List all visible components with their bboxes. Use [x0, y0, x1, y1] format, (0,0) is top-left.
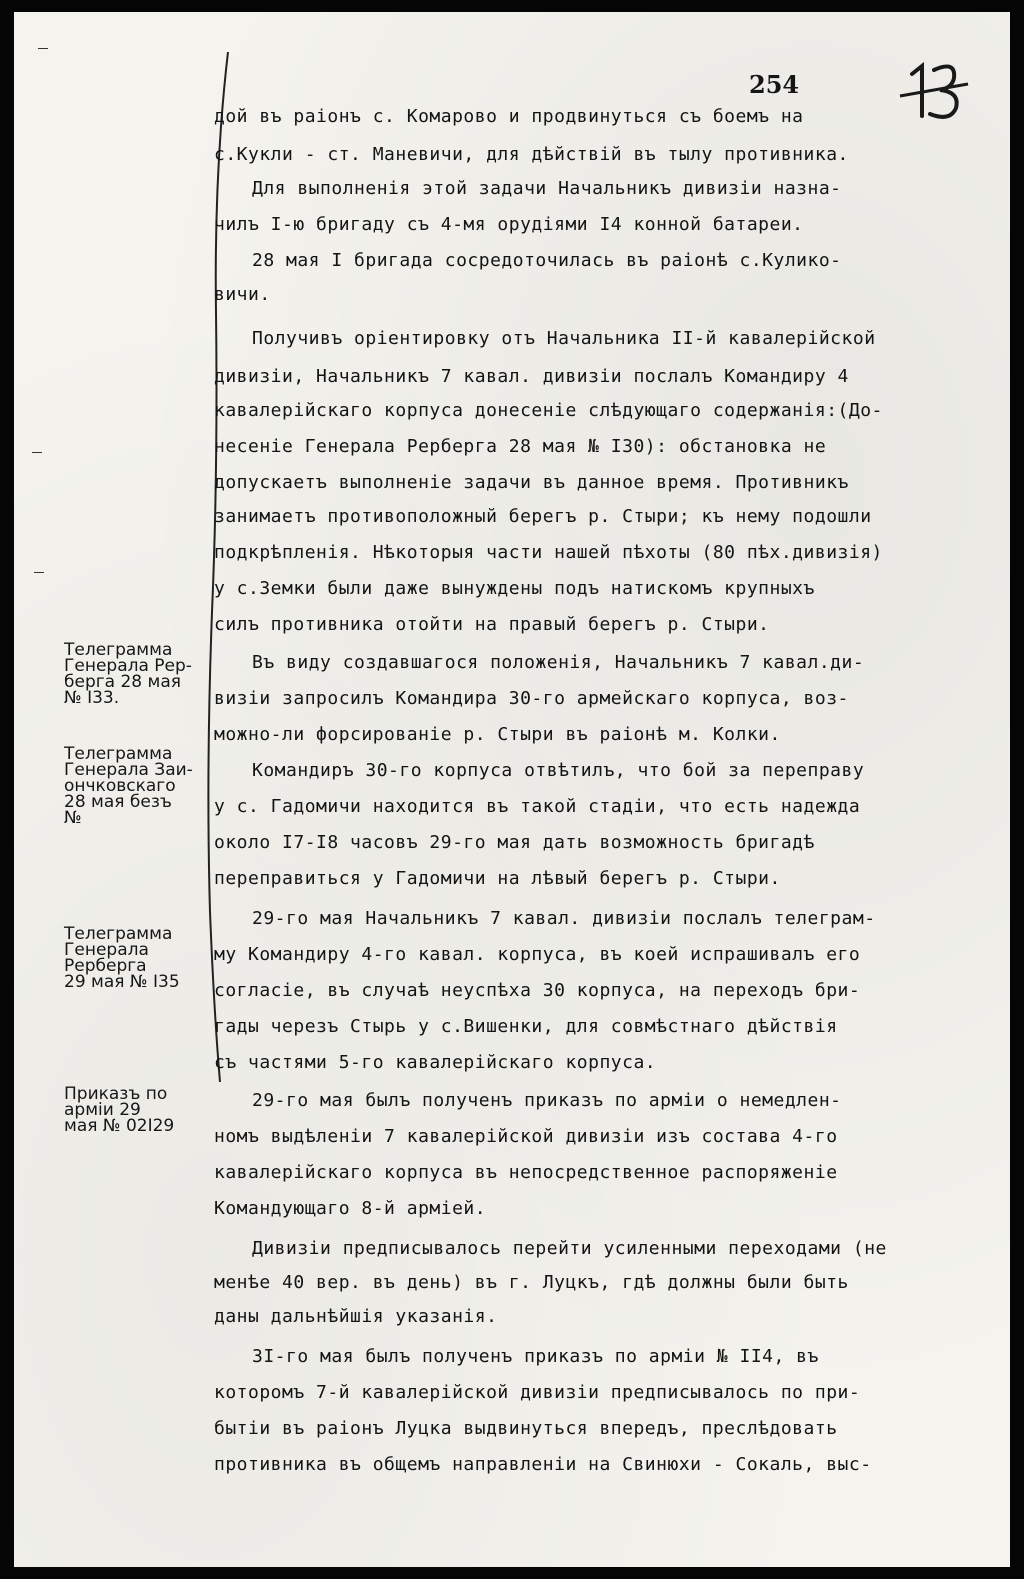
margin-note-line: ончковскаго [64, 776, 176, 796]
margin-note-line: Телеграмма [64, 640, 173, 660]
text-line: даны дальнѣйшія указанія. [214, 1306, 498, 1327]
text-line: допускаетъ выполненіе задачи въ данное время. Противникъ [214, 472, 849, 493]
text-line: Въ виду создавшагося положенія, Начальникъ 7 кавал.ди- [252, 652, 865, 673]
margin-note-line: Генерала Рер- [64, 656, 192, 676]
margin-note-line: Генерала [64, 940, 149, 960]
text-line: несеніе Генерала Рерберга 28 мая № І30): обстановка не [214, 436, 827, 457]
page-number: 254 [749, 70, 800, 99]
margin-note [64, 642, 192, 706]
margin-note [64, 926, 180, 990]
text-line: можно-ли форсированіе р. Стыри въ раіонѣ м. Колки. [214, 724, 781, 745]
text-line: Получивъ оріентировку отъ Начальника ІІ-й кавалерійской [252, 328, 876, 349]
text-line: которомъ 7-й кавалерійской дивизіи предписывалось по при- [214, 1382, 861, 1403]
text-line: Дивизіи предписывалось перейти усиленными переходами (не [252, 1238, 887, 1259]
text-line: подкрѣпленія. Нѣкоторыя части нашей пѣхоты (80 пѣх.дивизія) [214, 542, 883, 563]
text-line: номъ выдѣленіи 7 кавалерійской дивизіи изъ состава 4-го [214, 1126, 838, 1147]
edge-mark [34, 572, 44, 573]
margin-note-line: мая № 02І29 [64, 1116, 175, 1136]
text-line: 3І-го мая былъ полученъ приказъ по арміи № ІІ4, въ [252, 1346, 819, 1367]
text-line: дой въ раіонъ с. Комарово и продвинуться съ боемъ на [214, 106, 804, 127]
archive-page [14, 12, 1010, 1567]
text-line: переправиться у Гадомичи на лѣвый берегъ р. Стыри. [214, 868, 781, 889]
text-line: кавалерійскаго корпуса донесеніе слѣдующаго содержанія:(До- [214, 400, 883, 421]
text-line: противника въ общемъ направленіи на Свинюхи - Сокаль, выс- [214, 1454, 872, 1475]
text-line: 29-го мая былъ полученъ приказъ по арміи о немедлен- [252, 1090, 842, 1111]
text-line: Командующаго 8-й арміей. [214, 1198, 487, 1219]
margin-note [64, 746, 193, 826]
edge-mark [38, 48, 48, 49]
text-line: около І7-І8 часовъ 29-го мая дать возможность бригадѣ [214, 832, 815, 853]
text-line: Для выполненія этой задачи Начальникъ дивизіи назна- [252, 178, 842, 199]
text-line: согласіе, въ случаѣ неуспѣха 30 корпуса, на переходъ бри- [214, 980, 861, 1001]
handwritten-folio-mark [894, 56, 974, 126]
text-line: 28 мая І бригада сосредоточилась въ раіонѣ с.Кулико- [252, 250, 842, 271]
text-line: с.Кукли - ст. Маневичи, для дѣйствій въ тылу противника. [214, 144, 849, 165]
margin-note-line: № І33. [64, 688, 120, 708]
margin-note-line: Рерберга [64, 956, 147, 976]
text-line: гады черезъ Стырь у с.Вишенки, для совмѣстнаго дѣйствія [214, 1016, 838, 1037]
text-line: съ частями 5-го кавалерійскаго корпуса. [214, 1052, 657, 1073]
margin-note-line: Генерала Заи- [64, 760, 193, 780]
text-line: 29-го мая Начальникъ 7 кавал. дивизіи послалъ телеграм- [252, 908, 876, 929]
text-line: занимаетъ противоположный берегъ р. Стыри; къ нему подошли [214, 506, 872, 527]
text-line: у с. Гадомичи находится въ такой стадіи, что есть надежда [214, 796, 861, 817]
text-line: кавалерійскаго корпуса въ непосредственное распоряженіе [214, 1162, 838, 1183]
text-line: Командиръ 30-го корпуса отвѣтилъ, что бой за переправу [252, 760, 865, 781]
margin-note-line: берга 28 мая [64, 672, 181, 692]
text-line: му Командиру 4-го кавал. корпуса, въ коей испрашивалъ его [214, 944, 861, 965]
text-line: силъ противника отойти на правый берегъ р. Стыри. [214, 614, 770, 635]
margin-note-line: 29 мая № І35 [64, 972, 180, 992]
margin-note-line: арміи 29 [64, 1100, 141, 1120]
edge-mark [32, 452, 42, 453]
margin-note [64, 1086, 174, 1134]
text-line: менѣе 40 вер. въ день) въ г. Луцкъ, гдѣ должны были быть [214, 1272, 849, 1293]
text-line: чилъ І-ю бригаду съ 4-мя орудіями І4 конной батареи. [214, 214, 804, 235]
text-line: дивизіи, Начальникъ 7 кавал. дивизіи послалъ Командиру 4 [214, 366, 849, 387]
text-line: визіи запросилъ Командира 30-го армейскаго корпуса, воз- [214, 688, 849, 709]
text-line: у с.Земки были даже вынуждены подъ натискомъ крупныхъ [214, 578, 815, 599]
margin-note-line: Приказъ по [64, 1084, 168, 1104]
text-line: вичи. [214, 284, 271, 305]
margin-note-line: № [64, 808, 82, 828]
margin-note-line: Телеграмма [64, 924, 173, 944]
margin-pencil-line [206, 52, 234, 1082]
margin-note-line: 28 мая безъ [64, 792, 172, 812]
margin-note-line: Телеграмма [64, 744, 173, 764]
text-line: бытіи въ раіонъ Луцка выдвинуться впередъ, преслѣдовать [214, 1418, 838, 1439]
